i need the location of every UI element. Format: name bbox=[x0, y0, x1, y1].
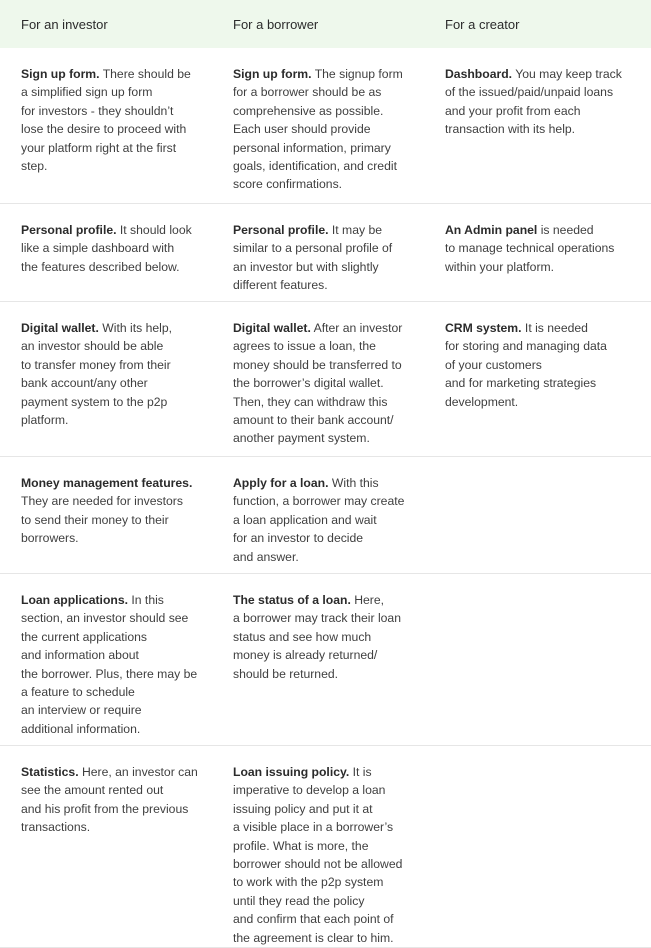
feature-title: An Admin panel bbox=[445, 223, 538, 237]
cell-investor bbox=[0, 204, 212, 302]
table-body bbox=[0, 48, 651, 948]
feature-description: There should be a simplified sign up form for investors - they shouldn’t lose the desire to proceed with your platform right at the first step. bbox=[21, 67, 191, 174]
feature-title: Digital wallet. bbox=[233, 321, 311, 335]
feature-description: It is imperative to develop a loan issuing policy and put it at a visible place in a borrower’s profile. What is more, the borrower should not be allowed to work with the p2p system until they read the policy and confirm that each point of the agreement is clear to him. bbox=[233, 765, 403, 945]
feature-title: Sign up form. bbox=[233, 67, 312, 81]
cell-creator bbox=[424, 48, 651, 204]
feature-description: It may be similar to a personal profile of an investor but with slightly different features. bbox=[233, 223, 393, 293]
feature-title: Dashboard. bbox=[445, 67, 513, 81]
cell-borrower bbox=[212, 48, 424, 204]
table-row bbox=[0, 574, 651, 746]
cell-investor bbox=[0, 574, 212, 746]
feature-title: Personal profile. bbox=[21, 223, 117, 237]
header-row bbox=[0, 0, 651, 48]
feature-title: Loan applications. bbox=[21, 593, 128, 607]
feature-title: Personal profile. bbox=[233, 223, 329, 237]
cell-investor bbox=[0, 302, 212, 457]
table-row bbox=[0, 457, 651, 574]
table-row bbox=[0, 746, 651, 948]
cell-investor bbox=[0, 48, 212, 204]
feature-title: Digital wallet. bbox=[21, 321, 99, 335]
table-row bbox=[0, 204, 651, 302]
feature-description: They are needed for investors to send their money to their borrowers. bbox=[21, 494, 183, 546]
feature-description: Here, a borrower may track their loan status and see how much money is already returned/ should be returned. bbox=[233, 593, 401, 681]
feature-title: The status of a loan. bbox=[233, 593, 351, 607]
cell-creator bbox=[424, 302, 651, 457]
feature-title: Money management features. bbox=[21, 476, 193, 490]
feature-title: Loan issuing policy. bbox=[233, 765, 350, 779]
cell-borrower bbox=[212, 457, 424, 574]
feature-description: The signup form for a borrower should be as comprehensive as possible. Each user should provide personal information, primary goals, identification, and credit score confirmations. bbox=[233, 67, 403, 192]
feature-description: With this function, a borrower may create a loan application and wait for an investor to decide and answer. bbox=[233, 476, 405, 564]
header-creator: For a creator bbox=[445, 16, 520, 32]
cell-creator bbox=[424, 204, 651, 302]
table-header bbox=[0, 0, 651, 48]
feature-title: Sign up form. bbox=[21, 67, 100, 81]
table-row bbox=[0, 48, 651, 204]
feature-description: It should look like a simple dashboard with the features described below. bbox=[21, 223, 192, 274]
feature-description: It is needed for storing and managing data of your customers and for marketing strategies development. bbox=[445, 321, 607, 409]
table-row bbox=[0, 302, 651, 457]
cell-creator bbox=[424, 574, 651, 746]
header-investor: For an investor bbox=[21, 16, 108, 32]
feature-description: After an investor agrees to issue a loan, the money should be transferred to the borrower’s digital wallet. Then, they can withdraw this amount to their bank account/ another payment system. bbox=[233, 321, 403, 446]
feature-title: Apply for a loan. bbox=[233, 476, 329, 490]
feature-description: You may keep track of the issued/paid/unpaid loans and your profit from each transaction with its help. bbox=[445, 67, 622, 137]
feature-description: is needed to manage technical operations within your platform. bbox=[445, 223, 615, 274]
cell-borrower bbox=[212, 574, 424, 746]
cell-borrower bbox=[212, 204, 424, 302]
cell-borrower bbox=[212, 746, 424, 948]
cell-investor bbox=[0, 746, 212, 948]
feature-description: Here, an investor can see the amount rented out and his profit from the previous transactions. bbox=[21, 765, 198, 835]
cell-creator bbox=[424, 457, 651, 574]
cell-borrower bbox=[212, 302, 424, 457]
feature-description: In this section, an investor should see the current applications and information about the borrower. Plus, there may be a feature to schedule an interview or require additional information. bbox=[21, 593, 198, 736]
feature-title: Statistics. bbox=[21, 765, 79, 779]
cell-investor bbox=[0, 457, 212, 574]
header-borrower: For a borrower bbox=[233, 16, 319, 32]
cell-creator bbox=[424, 746, 651, 948]
feature-title: CRM system. bbox=[445, 321, 522, 335]
feature-description: With its help, an investor should be able to transfer money from their bank account/any other payment system to the p2p platform. bbox=[21, 321, 173, 428]
